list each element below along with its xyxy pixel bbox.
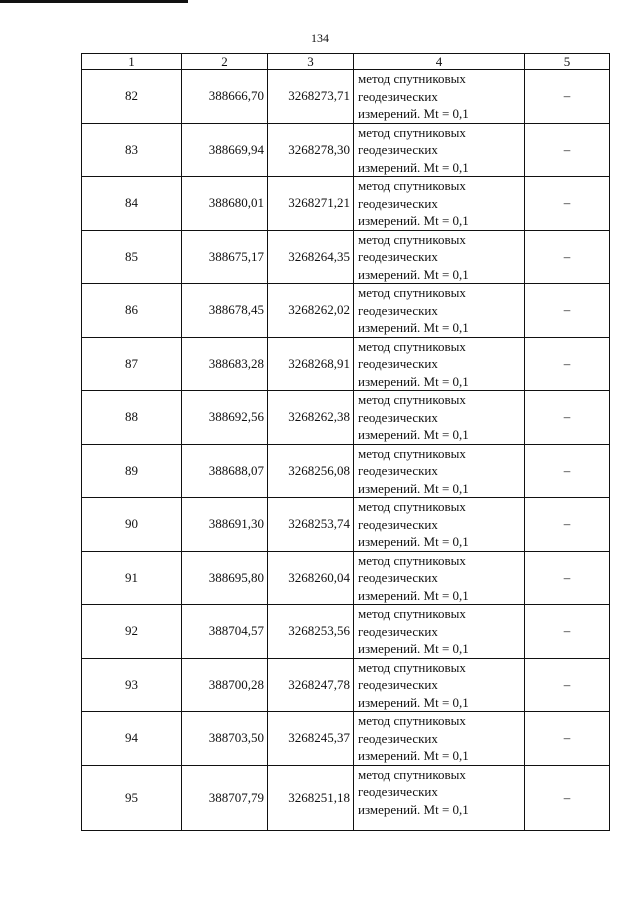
note-cell: – — [525, 284, 610, 338]
page-number: 134 — [311, 31, 329, 45]
table-row — [82, 391, 610, 445]
y-coordinate-cell: 3268278,30 — [268, 123, 354, 177]
table-row — [82, 605, 610, 659]
x-coordinate-cell: 388692,56 — [182, 391, 268, 445]
x-coordinate-cell: 388666,70 — [182, 70, 268, 124]
table-row — [82, 284, 610, 338]
x-coordinate-cell: 388688,07 — [182, 444, 268, 498]
method-line: метод спутниковых — [358, 285, 466, 300]
method-cell — [354, 177, 525, 231]
method-line: измерений. Mt = 0,1 — [358, 534, 469, 549]
method-line: измерений. Mt = 0,1 — [358, 480, 469, 496]
method-line: геодезических — [358, 677, 438, 692]
table-row — [82, 444, 610, 498]
method-line: метод спутниковых — [358, 124, 466, 140]
table-row — [82, 123, 610, 177]
method-line: метод спутниковых — [358, 606, 466, 621]
method-cell — [354, 284, 525, 338]
note-cell: – — [525, 123, 610, 177]
y-coordinate-cell: 3268262,38 — [268, 391, 354, 445]
method-cell — [354, 70, 525, 124]
method-line: измерений. Mt = 0,1 — [358, 427, 469, 442]
y-coordinate-cell: 3268273,71 — [268, 70, 354, 124]
method-cell — [354, 391, 525, 445]
method-cell — [354, 551, 525, 605]
method-line: геодезических — [358, 142, 438, 157]
table-row — [82, 230, 610, 284]
note-cell: – — [525, 391, 610, 445]
point-number-cell: 90 — [82, 498, 182, 552]
table-row — [82, 177, 610, 231]
method-cell — [354, 712, 525, 766]
method-line: измерений. Mt = 0,1 — [358, 748, 469, 763]
coordinates-table — [81, 53, 610, 831]
x-coordinate-cell: 388707,79 — [182, 765, 268, 830]
method-line: измерений. Mt = 0,1 — [358, 159, 469, 175]
method-line: геодезических — [358, 356, 438, 371]
note-cell: – — [525, 230, 610, 284]
method-line: метод спутниковых — [358, 445, 466, 461]
note-cell: – — [525, 444, 610, 498]
y-coordinate-cell: 3268256,08 — [268, 444, 354, 498]
method-line: метод спутниковых — [358, 713, 466, 728]
y-coordinate-cell: 3268260,04 — [268, 551, 354, 605]
header-col-1: 1 — [82, 54, 182, 70]
header-col-4: 4 — [354, 54, 525, 70]
note-cell: – — [525, 337, 610, 391]
method-line: измерений. Mt = 0,1 — [358, 266, 469, 282]
point-number-cell: 87 — [82, 337, 182, 391]
method-line: геодезических — [358, 570, 438, 585]
method-line: измерений. Mt = 0,1 — [358, 801, 469, 817]
note-cell: – — [525, 177, 610, 231]
method-line: измерений. Mt = 0,1 — [358, 213, 469, 228]
method-line: измерений. Mt = 0,1 — [358, 106, 469, 121]
method-line: измерений. Mt = 0,1 — [358, 641, 469, 656]
method-cell — [354, 230, 525, 284]
point-number-cell: 92 — [82, 605, 182, 659]
method-line: геодезических — [358, 463, 438, 478]
method-line: геодезических — [358, 302, 438, 318]
point-number-cell: 85 — [82, 230, 182, 284]
method-line: геодезических — [358, 784, 438, 799]
table-header-row — [82, 54, 610, 70]
method-line: геодезических — [358, 195, 438, 211]
y-coordinate-cell: 3268253,74 — [268, 498, 354, 552]
note-cell: – — [525, 765, 610, 830]
method-line: измерений. Mt = 0,1 — [358, 320, 469, 335]
point-number-cell: 89 — [82, 444, 182, 498]
x-coordinate-cell: 388683,28 — [182, 337, 268, 391]
point-number-cell: 88 — [82, 391, 182, 445]
table-body — [82, 70, 610, 831]
note-cell: – — [525, 658, 610, 712]
method-line: метод спутниковых — [358, 766, 466, 782]
method-line: измерений. Mt = 0,1 — [358, 373, 469, 389]
x-coordinate-cell: 388700,28 — [182, 658, 268, 712]
x-coordinate-cell: 388675,17 — [182, 230, 268, 284]
header-col-5: 5 — [525, 54, 610, 70]
method-line: геодезических — [358, 516, 438, 532]
method-line: метод спутниковых — [358, 338, 466, 354]
method-cell — [354, 658, 525, 712]
method-line: геодезических — [358, 249, 438, 264]
method-cell — [354, 337, 525, 391]
point-number-cell: 94 — [82, 712, 182, 766]
note-cell: – — [525, 498, 610, 552]
point-number-cell: 93 — [82, 658, 182, 712]
y-coordinate-cell: 3268247,78 — [268, 658, 354, 712]
method-line: геодезических — [358, 730, 438, 746]
header-col-3: 3 — [268, 54, 354, 70]
method-cell — [354, 444, 525, 498]
table-row — [82, 70, 610, 124]
method-line: геодезических — [358, 623, 438, 639]
method-line: метод спутниковых — [358, 231, 466, 247]
point-number-cell: 84 — [82, 177, 182, 231]
note-cell: – — [525, 605, 610, 659]
table-row — [82, 712, 610, 766]
method-line: метод спутниковых — [358, 552, 466, 568]
method-line: метод спутниковых — [358, 71, 466, 86]
y-coordinate-cell: 3268253,56 — [268, 605, 354, 659]
note-cell: – — [525, 712, 610, 766]
y-coordinate-cell: 3268251,18 — [268, 765, 354, 830]
top-rule — [0, 0, 188, 3]
y-coordinate-cell: 3268245,37 — [268, 712, 354, 766]
y-coordinate-cell: 3268264,35 — [268, 230, 354, 284]
table-row — [82, 337, 610, 391]
method-line: измерений. Mt = 0,1 — [358, 694, 469, 710]
note-cell: – — [525, 70, 610, 124]
table-row — [82, 658, 610, 712]
table-row — [82, 765, 610, 830]
x-coordinate-cell: 388680,01 — [182, 177, 268, 231]
x-coordinate-cell: 388695,80 — [182, 551, 268, 605]
point-number-cell: 82 — [82, 70, 182, 124]
method-cell — [354, 605, 525, 659]
point-number-cell: 86 — [82, 284, 182, 338]
note-cell: – — [525, 551, 610, 605]
method-line: метод спутниковых — [358, 392, 466, 407]
method-line: геодезических — [358, 88, 438, 104]
method-line: метод спутниковых — [358, 659, 466, 675]
method-line: измерений. Mt = 0,1 — [358, 587, 469, 603]
method-cell — [354, 765, 525, 830]
y-coordinate-cell: 3268262,02 — [268, 284, 354, 338]
method-cell — [354, 123, 525, 177]
x-coordinate-cell: 388678,45 — [182, 284, 268, 338]
method-line: метод спутниковых — [358, 499, 466, 514]
table-row — [82, 551, 610, 605]
x-coordinate-cell: 388691,30 — [182, 498, 268, 552]
method-cell — [354, 498, 525, 552]
header-col-2: 2 — [182, 54, 268, 70]
x-coordinate-cell: 388669,94 — [182, 123, 268, 177]
table-row — [82, 498, 610, 552]
y-coordinate-cell: 3268268,91 — [268, 337, 354, 391]
point-number-cell: 91 — [82, 551, 182, 605]
method-line: метод спутниковых — [358, 178, 466, 193]
x-coordinate-cell: 388703,50 — [182, 712, 268, 766]
x-coordinate-cell: 388704,57 — [182, 605, 268, 659]
point-number-cell: 95 — [82, 765, 182, 830]
method-line: геодезических — [358, 409, 438, 425]
point-number-cell: 83 — [82, 123, 182, 177]
y-coordinate-cell: 3268271,21 — [268, 177, 354, 231]
